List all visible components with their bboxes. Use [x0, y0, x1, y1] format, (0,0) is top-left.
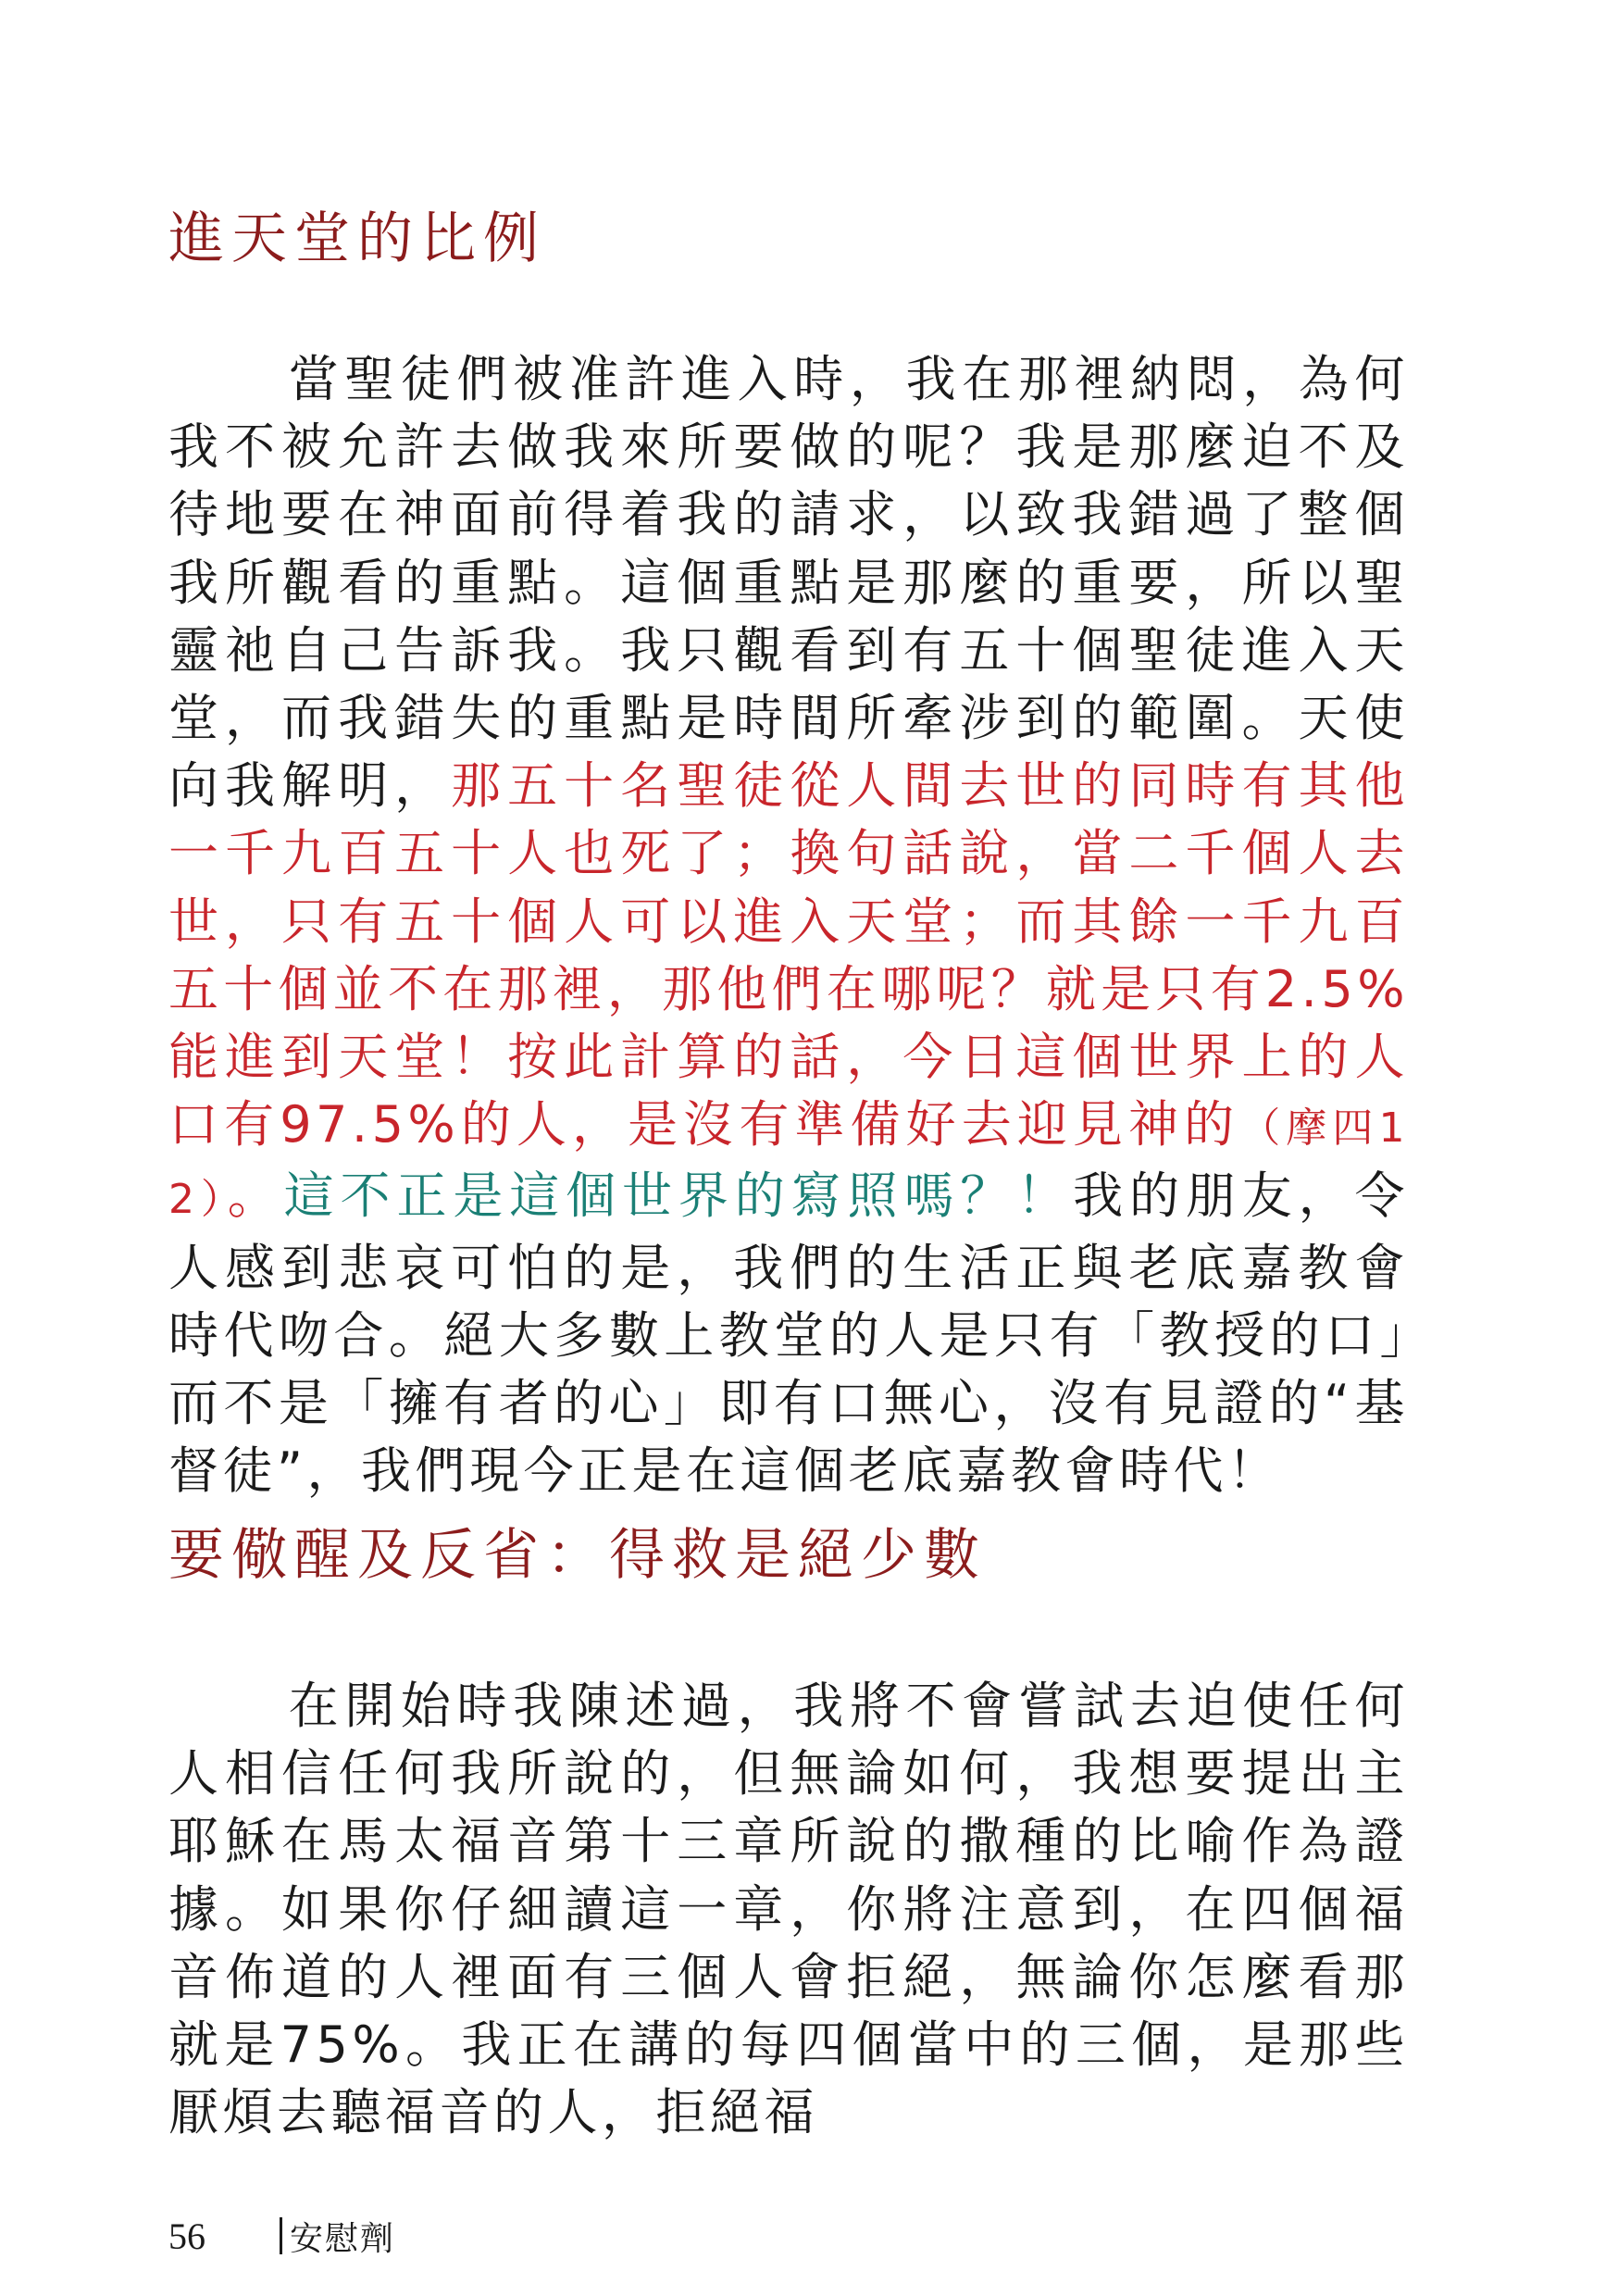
book-title: 安慰劑 [290, 2219, 396, 2258]
text-run-narrative: 當聖徒們被准許進入時，我在那裡納悶，為何我不被允許去做我來所要做的呢？我是那麼迫不及待地要在神面前得着我的請求，以致我錯過了整個我所觀看的重點。這個重點是那麼的重要，所以聖靈祂自己告訴我。我只觀看到有五十個聖徒進入天堂，而我錯失的重點是時間所牽涉到的範圍。天使向我解明， [168, 350, 1409, 816]
page-footer [168, 2213, 395, 2259]
footer-divider [280, 2217, 282, 2254]
scripture-reference: （摩四12） [168, 1104, 1410, 1224]
section-heading-heaven-ratio: 進天堂的比例 [168, 206, 546, 271]
text-run-highlight-teal: 這不正是這個世界的寫照嗎？！ [283, 1167, 1074, 1226]
text-run-highlight-red: 那五十名聖徒從人間去世的同時有其他一千九百五十人也死了；換句話說，當二千個人去世，只有五十個人可以進入天堂；而其餘一千九百五十個並不在那裡，那他們在哪呢？就是只有2.5%能進到天堂！按此計算的話，今日這個世界上的人口有97.5%的人，是沒有準備好去迎見神的 [168, 756, 1410, 1154]
paragraph-heaven-ratio [168, 345, 1409, 1504]
page-number: 56 [168, 2215, 205, 2257]
section-heading-be-watchful: 要儆醒及反省：得救是絕少數 [168, 1523, 987, 1588]
text-run-period: 。 [227, 1167, 284, 1226]
paragraph-sower-parable: 在開始時我陳述過，我將不會嘗試去迫使任何人相信任何我所說的，但無論如何，我想要提出主耶穌在馬太福音第十三章所說的撒種的比喻作為證據。如果你仔細讀這一章，你將注意到，在四個福音佈道的人裡面有三個人會拒絕，無論你怎麼看那就是75%。我正在講的每四個當中的三個，是那些厭煩去聽福音的人，拒絕福 [168, 1677, 1409, 2142]
text-run-narrative-end: 我的朋友，令人感到悲哀可怕的是，我們的生活正與老底嘉教會時代吻合。絕大多數上教堂的人是只有「教授的口」而不是「擁有者的心」即有口無心，沒有見證的“基督徒”，我們現今正是在這個老底嘉教會時代！ [168, 1167, 1410, 1501]
